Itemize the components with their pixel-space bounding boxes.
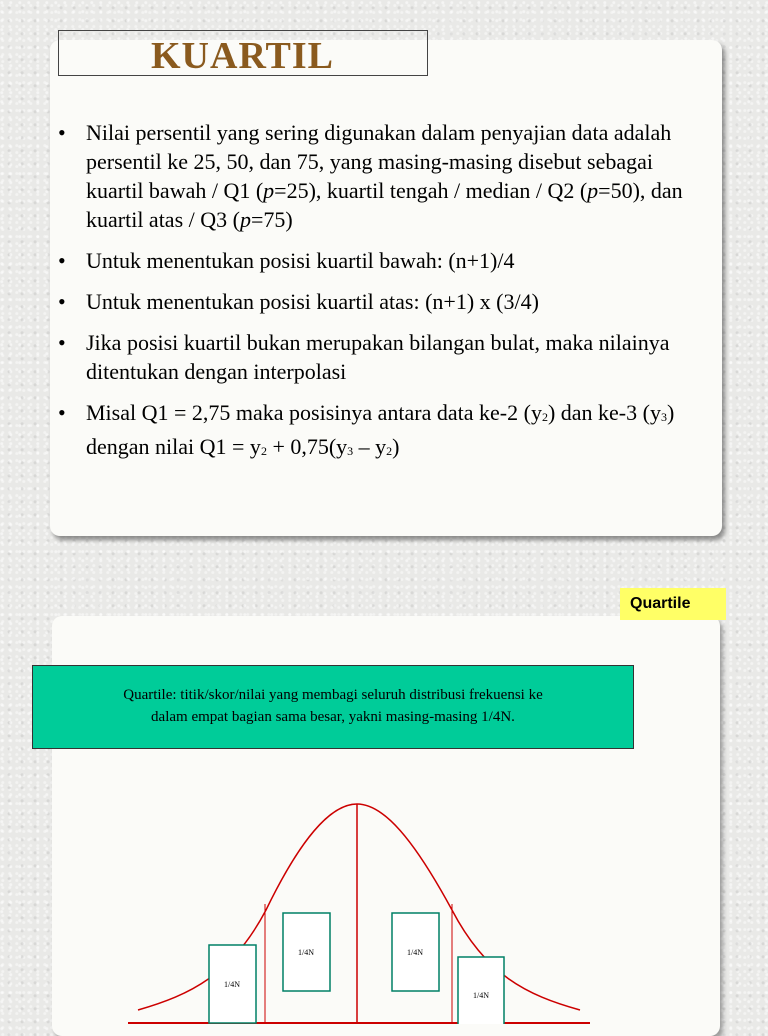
quarter-label-4: 1/4N bbox=[473, 991, 489, 1000]
bullet-dot-icon: • bbox=[58, 400, 66, 425]
quartile-label: Quartile bbox=[620, 588, 726, 620]
bullet-text-3: Untuk menentukan posisi kuartil atas: (n+1) x (3/4) bbox=[86, 289, 539, 314]
bullet-dot-icon: • bbox=[58, 248, 66, 273]
bullet-item bbox=[58, 398, 708, 466]
quarter-label-3: 1/4N bbox=[407, 948, 423, 957]
bullet-text bbox=[86, 120, 683, 232]
bullet-text-2: Untuk menentukan posisi kuartil bawah: (n+1)/4 bbox=[86, 248, 515, 273]
bullet-list bbox=[58, 118, 708, 478]
quarter-label-2: 1/4N bbox=[298, 948, 314, 957]
definition-line-1: Quartile: titik/skor/nilai yang membagi seluruh distribusi frekuensi ke bbox=[123, 687, 543, 703]
bullet-item bbox=[58, 328, 708, 386]
definition-box bbox=[32, 665, 634, 749]
bullet-dot-icon: • bbox=[58, 330, 66, 355]
bullet-dot-icon: • bbox=[58, 120, 66, 145]
bullet-item bbox=[58, 287, 708, 316]
bullet-item bbox=[58, 246, 708, 275]
title-box bbox=[58, 30, 428, 76]
definition-line-2: dalam empat bagian sama besar, yakni masing-masing 1/4N. bbox=[151, 709, 515, 725]
normal-curve-diagram bbox=[0, 780, 768, 1024]
slide-title: KUARTIL bbox=[151, 35, 335, 77]
bullet-text-1: Nilai persentil yang sering digunakan dalam penyajian data adalah persentil ke 25, 50, dan 75, yang masing-masing disebut sebagai kuartil bawah / Q1 (p=25), kuartil tengah / median / Q2 (p=50), dan kuartil atas / Q3 (p=75) bbox=[86, 120, 683, 232]
normal-curve bbox=[138, 804, 580, 1010]
bullet-text-5: Misal Q1 = 2,75 maka posisinya antara data ke-2 $(y_2)$ dan ke-3 $(y_3)$ dengan nilai $Q1 = y_2 + 0,75(y_3 - y_2)$ bbox=[86, 400, 675, 459]
bullet-dot-icon: • bbox=[58, 289, 66, 314]
bullet-item bbox=[58, 118, 708, 234]
bullet-text-4: Jika posisi kuartil bukan merupakan bilangan bulat, maka nilainya ditentukan dengan interpolasi bbox=[86, 330, 670, 384]
quarter-label-1: 1/4N bbox=[224, 980, 240, 989]
